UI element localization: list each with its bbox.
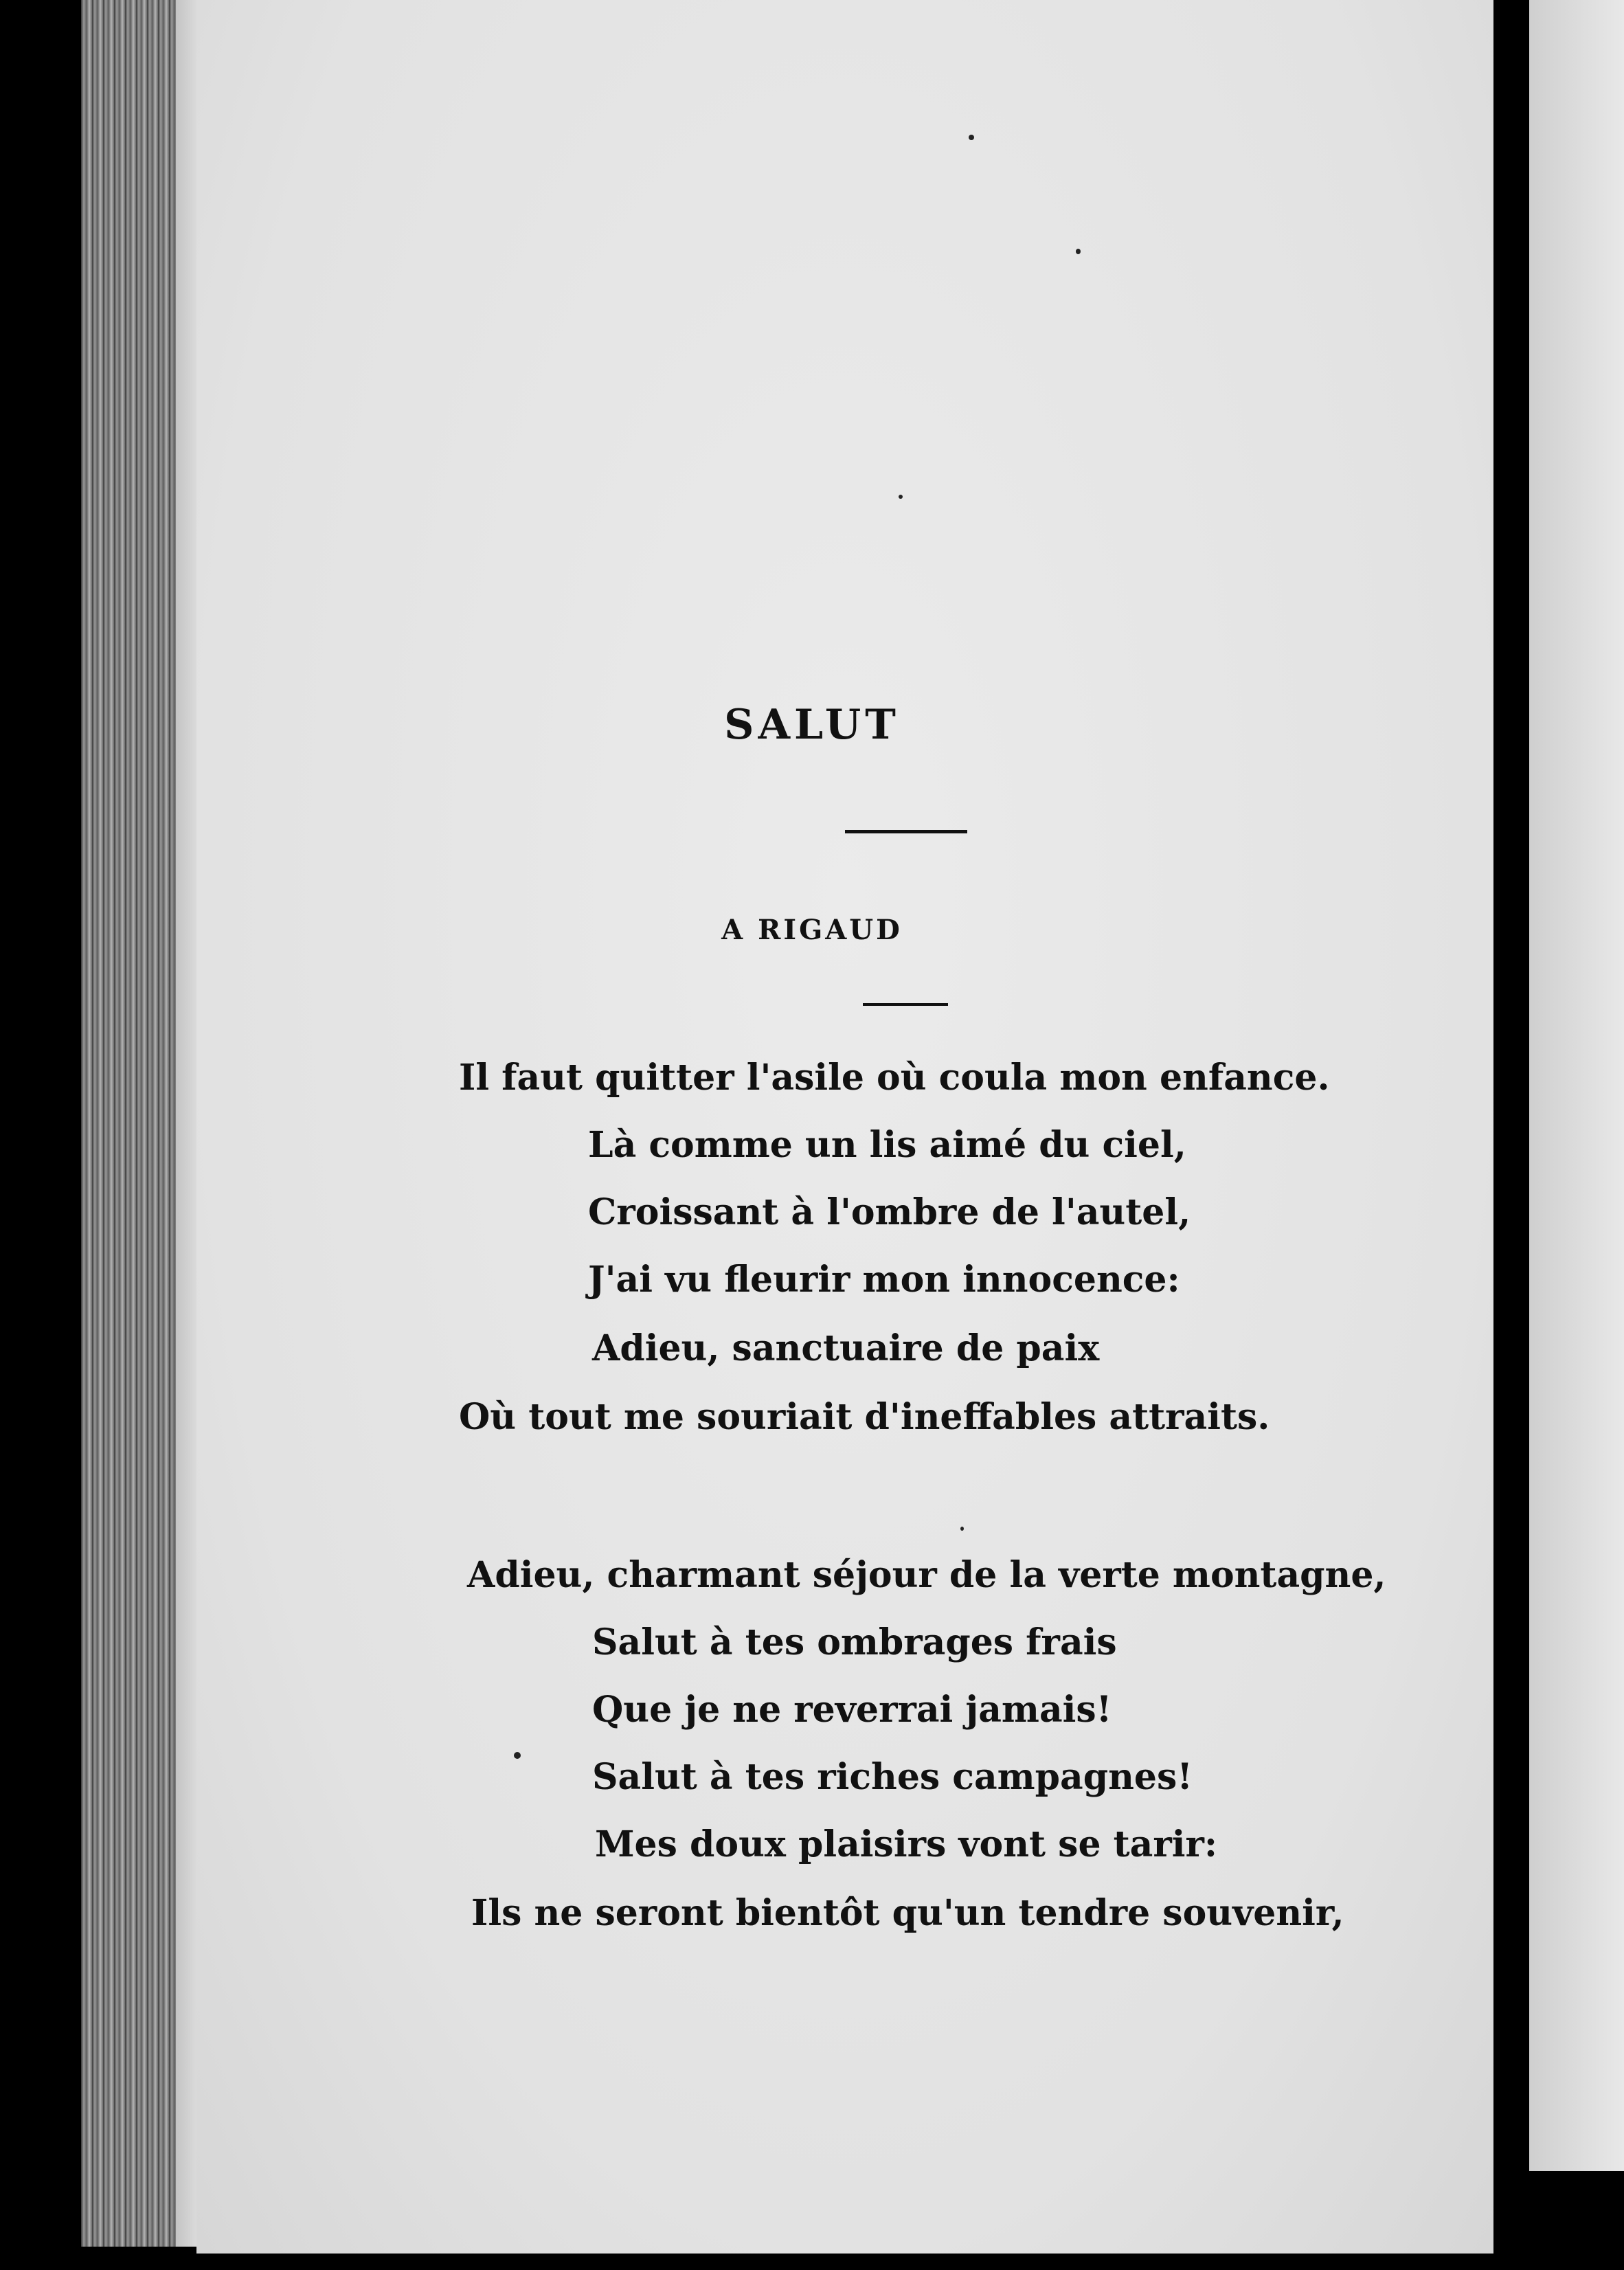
poem-dedication: A RIGAUD (721, 914, 903, 946)
verse-line: J'ai vu fleurir mon innocence: (588, 1259, 1180, 1301)
verse-line: Ils ne seront bientôt qu'un tendre souvenir, (471, 1892, 1344, 1934)
verse-line: Adieu, charmant séjour de la verte montagne, (467, 1554, 1386, 1596)
facing-page-edge (1529, 0, 1624, 2171)
verse-line: Il faut quitter l'asile où coula mon enfance. (459, 1057, 1330, 1099)
verse-line: Mes doux plaisirs vont se tarir: (595, 1823, 1218, 1865)
verse-line: Où tout me souriait d'ineffables attraits. (459, 1396, 1270, 1438)
scan-speck (899, 495, 903, 499)
poem-title: SALUT (724, 701, 900, 749)
verse-line: Salut à tes riches campagnes! (592, 1756, 1193, 1798)
gutter-shadow (1493, 0, 1529, 2270)
dedication-rule (863, 1003, 948, 1006)
verse-line: Que je ne reverrai jamais! (592, 1689, 1112, 1731)
book-page-edges (81, 0, 196, 2247)
title-rule (845, 830, 967, 833)
scan-speck (1076, 249, 1081, 254)
scan-speck (514, 1752, 521, 1759)
scan-speck (960, 1527, 964, 1531)
scan-speck (969, 135, 974, 140)
verse-line: Croissant à l'ombre de l'autel, (588, 1191, 1191, 1233)
verse-line: Là comme un lis aimé du ciel, (588, 1124, 1186, 1166)
verse-line: Salut à tes ombrages frais (592, 1621, 1117, 1663)
verse-line: Adieu, sanctuaire de paix (592, 1327, 1100, 1369)
